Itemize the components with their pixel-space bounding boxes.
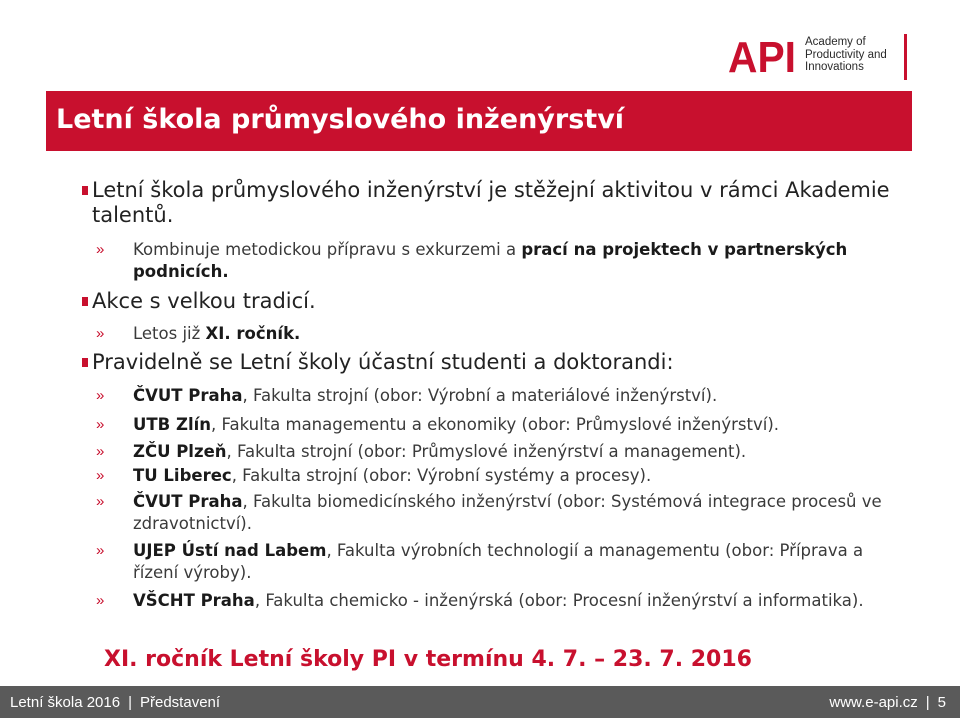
sub-bullet-bold: VŠCHT Praha: [133, 591, 255, 610]
footer-divider: |: [925, 694, 930, 711]
logo-line-1: Academy of: [805, 36, 866, 48]
bullet-item: [92, 178, 892, 228]
sub-bullet-text: , Fakulta strojní (obor: Výrobní a materiálové inženýrství).: [242, 386, 718, 405]
bullet-item: [92, 289, 892, 314]
summary-line: XI. ročník Letní školy PI v termínu 4. 7. – 23. 7. 2016: [104, 647, 752, 672]
sub-bullet-item: [96, 414, 893, 436]
sub-bullet-item: [96, 465, 893, 487]
logo-divider: [904, 34, 907, 80]
sub-bullet-item: [96, 441, 893, 463]
footer-section: Představení: [140, 694, 221, 711]
footer-website[interactable]: www.e-api.cz: [829, 694, 918, 711]
sub-bullet-item: [96, 540, 893, 584]
bullet-marker: [82, 358, 88, 367]
bullet-item: [92, 350, 892, 375]
sub-bullet-bold: ČVUT Praha: [133, 492, 243, 511]
bullet-marker: [82, 186, 88, 195]
sub-bullet-text: , Fakulta strojní (obor: Průmyslové inženýrství a management).: [226, 442, 747, 461]
sub-bullet-text: , Fakulta strojní (obor: Výrobní systémy a procesy).: [231, 466, 652, 485]
sub-bullet-bold: ZČU Plzeň: [133, 442, 227, 461]
slide-title: Letní škola průmyslového inženýrství: [56, 104, 625, 135]
sub-bullet-marker: »: [96, 542, 105, 559]
sub-bullet-bold: UJEP Ústí nad Labem: [133, 541, 327, 560]
sub-bullet-marker: »: [96, 592, 105, 609]
logo-line-3: Innovations: [805, 61, 864, 73]
bullet-text: Akce s velkou tradicí.: [92, 289, 316, 313]
sub-bullet-marker: »: [96, 416, 105, 433]
sub-bullet-marker: »: [96, 493, 105, 510]
title-bar: [46, 91, 912, 151]
sub-bullet-text: Kombinuje metodickou přípravu s exkurzemi a: [133, 240, 522, 259]
footer-bar: [0, 686, 960, 718]
sub-bullet-text: , Fakulta výrobních technologií a managementu (obor: Příprava a řízení výroby).: [133, 541, 864, 582]
sub-bullet-bold: prací na projektech v partnerských podnicích.: [133, 240, 848, 281]
sub-bullet-text: , Fakulta chemicko - inženýrská (obor: Procesní inženýrství a informatika).: [254, 591, 864, 610]
page-number: 5: [937, 694, 946, 711]
sub-bullet-text: , Fakulta managementu a ekonomiky (obor: Průmyslové inženýrství).: [211, 415, 780, 434]
footer-left: [10, 694, 220, 711]
logo-letters: API: [728, 36, 796, 76]
sub-bullet-marker: »: [96, 241, 105, 258]
sub-bullet-bold: TU Liberec: [133, 466, 232, 485]
logo-tagline: [805, 36, 887, 74]
logo-line-2: Productivity and: [805, 48, 887, 61]
sub-bullet-item: [96, 491, 893, 535]
sub-bullet-item: [96, 590, 893, 612]
footer-divider: |: [128, 694, 132, 711]
sub-bullet-bold: XI. ročník.: [205, 324, 301, 343]
sub-bullet-text: Letos již: [133, 324, 206, 343]
sub-bullet-item: [96, 385, 893, 407]
sub-bullet-marker: »: [96, 387, 105, 404]
footer-right: [829, 694, 946, 711]
sub-bullet-marker: »: [96, 443, 105, 460]
bullet-marker: [82, 297, 88, 306]
sub-bullet-item: [96, 323, 893, 345]
api-logo-mark: [728, 36, 798, 76]
sub-bullet-item: [96, 239, 893, 283]
sub-bullet-text: , Fakulta biomedicínského inženýrství (obor: Systémová integrace procesů ve zdravotnictví).: [133, 492, 882, 533]
sub-bullet-marker: »: [96, 467, 105, 484]
sub-bullet-bold: ČVUT Praha: [133, 386, 243, 405]
sub-bullet-bold: UTB Zlín: [133, 415, 211, 434]
api-logo: [728, 30, 918, 82]
footer-event: Letní škola 2016: [10, 694, 121, 711]
sub-bullet-marker: »: [96, 325, 105, 342]
bullet-text: Pravidelně se Letní školy účastní studenti a doktorandi:: [92, 350, 674, 374]
bullet-text: Letní škola průmyslového inženýrství je stěžejní aktivitou v rámci Akademie talentů.: [92, 178, 890, 227]
